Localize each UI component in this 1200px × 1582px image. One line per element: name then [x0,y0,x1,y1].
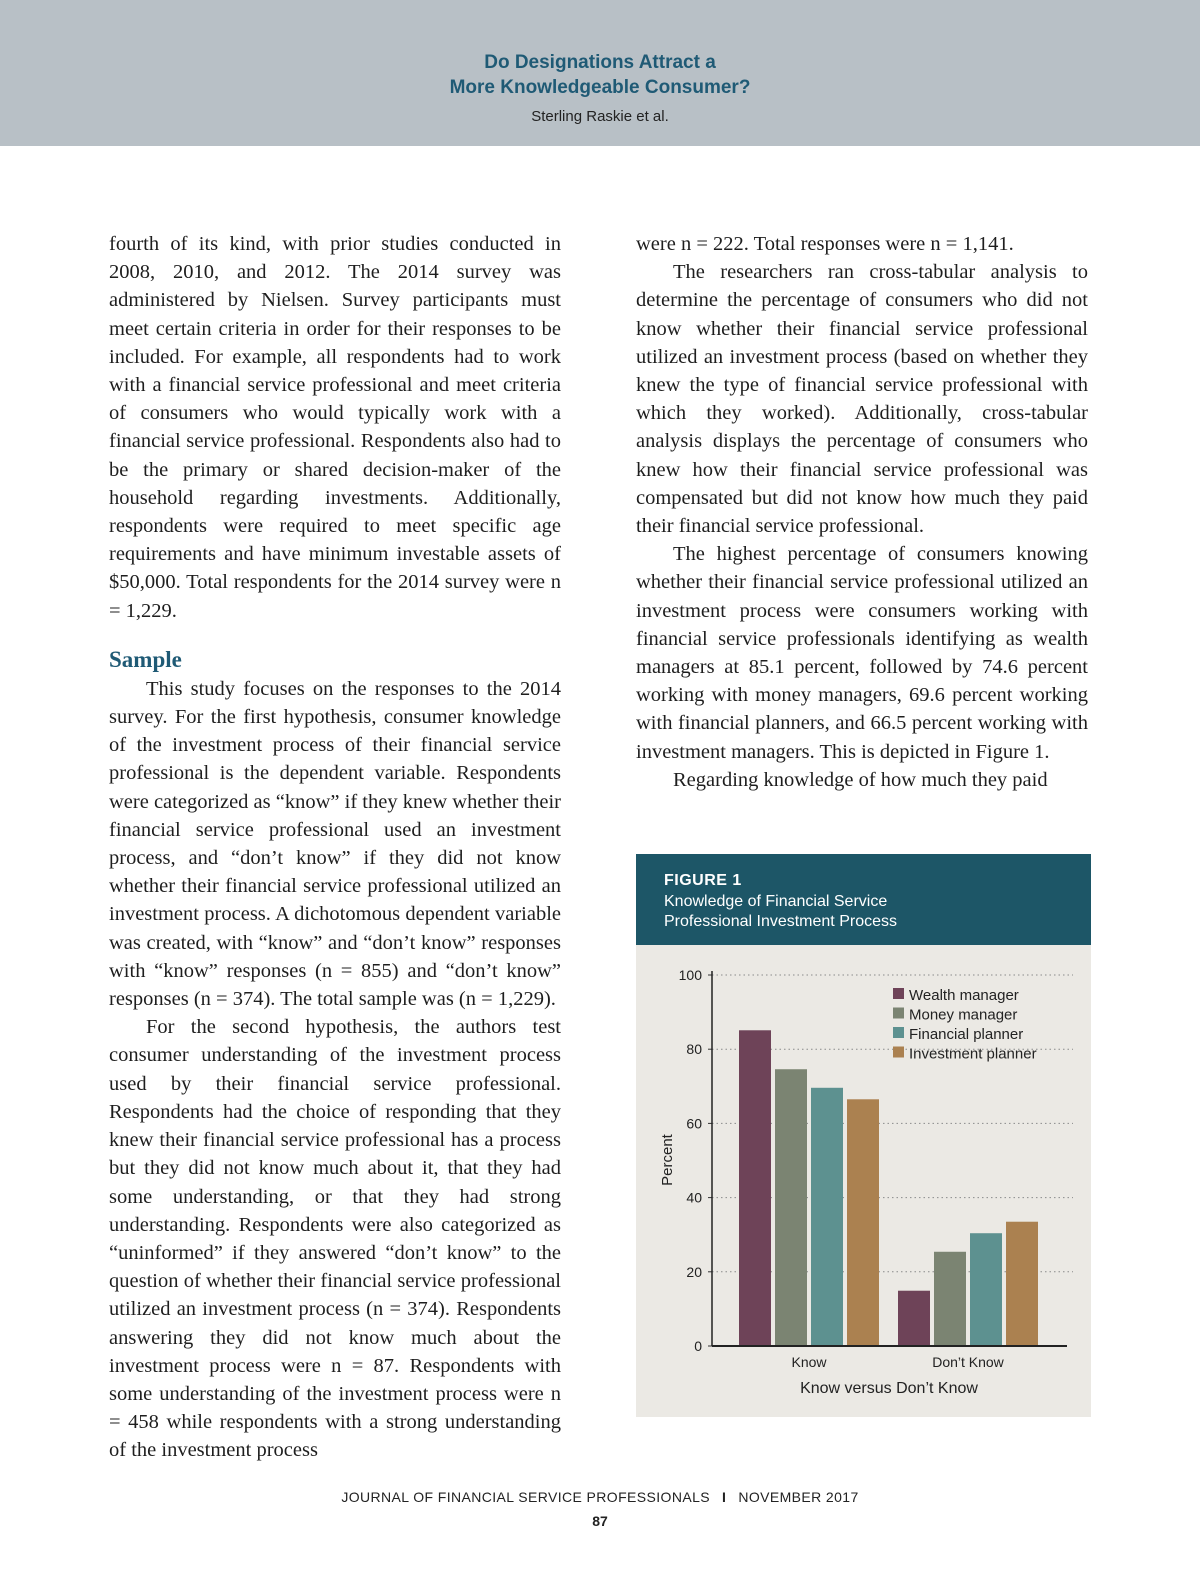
bar [898,1291,930,1346]
footer-separator: I [722,1489,727,1505]
x-axis-title: Know versus Don’t Know [800,1380,978,1397]
body-paragraph: fourth of its kind, with prior studies conducted in 2008, 2010, and 2012. The 2014 survey was administered by Nielsen. Survey participants must meet certain criteria in order for their responses to be included. For example, all respondents had to work with a financial service professional and meet criteria of consumers who would typically work with a financial service professional. Respondents also had to be the primary or shared decision-maker of the household regarding investments. Additionally, respondents were required to meet specific age requirements and have minimum investable assets of $50,000. Total respondents for the 2014 survey were n = 1,229. [109,233,561,622]
bar-chart [636,945,1091,1417]
bar [970,1233,1002,1346]
figure-header [636,854,1091,945]
journal-name: JOURNAL OF FINANCIAL SERVICE PROFESSIONALS [341,1489,711,1505]
bar [739,1030,771,1346]
page-footer [0,1489,1200,1505]
body-paragraph: The researchers ran cross-tabular analysis to determine the percentage of consumers who did not know whether their financial service professional utilized an investment process (based on whether they knew the type of financial service professional with which they worked). Additionally, cross-tabular analysis displays the percentage of consumers who knew how their financial service professional was compensated but did not know how much they paid their financial service professional. [636,261,1088,538]
y-tick-label: 100 [678,967,702,983]
body-paragraph: For the second hypothesis, the authors test consumer understanding of the investment process used by their financial service professional. Respondents had the choice of responding that they knew their financial service professional has a process but they did not know much about it, that they had some understanding, or that they had strong understanding. Respondents were also categorized as “uninformed” if they answered “don’t know” to the question of whether their financial service professional utilized an investment process (n = 374). Respondents answering they did not know much about the investment process were n = 87. Respondents with some understanding of the investment process were n = 458 while respondents with a strong understanding of the investment process [109,1016,561,1462]
bar [847,1099,879,1346]
legend-label: Wealth manager [909,987,1019,1004]
bar [1006,1222,1038,1346]
body-paragraph: Regarding knowledge of how much they paid [673,768,1048,791]
figure-caption [664,892,897,932]
y-tick-label: 60 [686,1115,702,1132]
figure-label: FIGURE 1 [664,872,742,889]
legend-swatch [893,988,904,999]
legend-label: Money manager [909,1006,1018,1024]
x-tick-label: Know [791,1354,827,1370]
x-tick-label: Don’t Know [932,1354,1004,1370]
legend-swatch [893,1027,904,1038]
left-column [109,230,561,1465]
body-paragraph: were n = 222. Total responses were n = 1,141. [636,233,1014,255]
article-title [0,50,1200,100]
legend-label: Financial planner [909,1026,1024,1043]
section-heading-sample: Sample [109,646,182,672]
body-paragraph: The highest percentage of consumers knowing whether their financial service professional utilized an investment process were consumers working with financial service professionals identifying as wealth managers at 85.1 percent, followed by 74.6 percent working with money managers, 69.6 percent working with financial planners, and 66.5 percent working with investment managers. This is depicted in Figure 1. [636,543,1088,763]
y-tick-label: 20 [686,1263,702,1280]
bar [811,1088,843,1346]
body-paragraph: This study focuses on the responses to the 2014 survey. For the first hypothesis, consumer knowledge of the investment process of their financial service professional is the dependent variable. Respondents were categorized as “know” if they knew whether their financial service professional used an investment process, and “don’t know” if they did not know whether their financial service professional utilized an investment process. A dichotomous dependent variable was created, with “know” and “don’t know” responses with “know” responses (n = 855) and “don’t know” responses (n = 374). The total sample was (n = 1,229). [109,677,561,1011]
figure-1 [636,854,1091,1417]
legend-swatch [893,1047,904,1058]
right-column [636,230,1088,794]
legend-swatch [893,1008,904,1019]
article-author: Sterling Raskie et al. [531,108,669,125]
bar [934,1252,966,1346]
page-number: 87 [592,1513,608,1529]
legend-label: Investment planner [909,1045,1037,1063]
running-header [0,0,1200,146]
y-tick-label: 80 [686,1041,702,1058]
y-tick-label: 0 [694,1338,702,1354]
figure-caption-line-1: Knowledge of Financial Service [664,893,888,910]
figure-caption-line-2: Professional Investment Process [664,913,897,930]
issue-date: NOVEMBER 2017 [738,1489,859,1505]
bar [775,1069,807,1346]
article-title-line-2: More Knowledgeable Consumer? [449,77,751,98]
y-tick-label: 40 [686,1189,702,1206]
y-axis-title: Percent [659,1134,676,1186]
article-title-line-1: Do Designations Attract a [484,52,716,73]
